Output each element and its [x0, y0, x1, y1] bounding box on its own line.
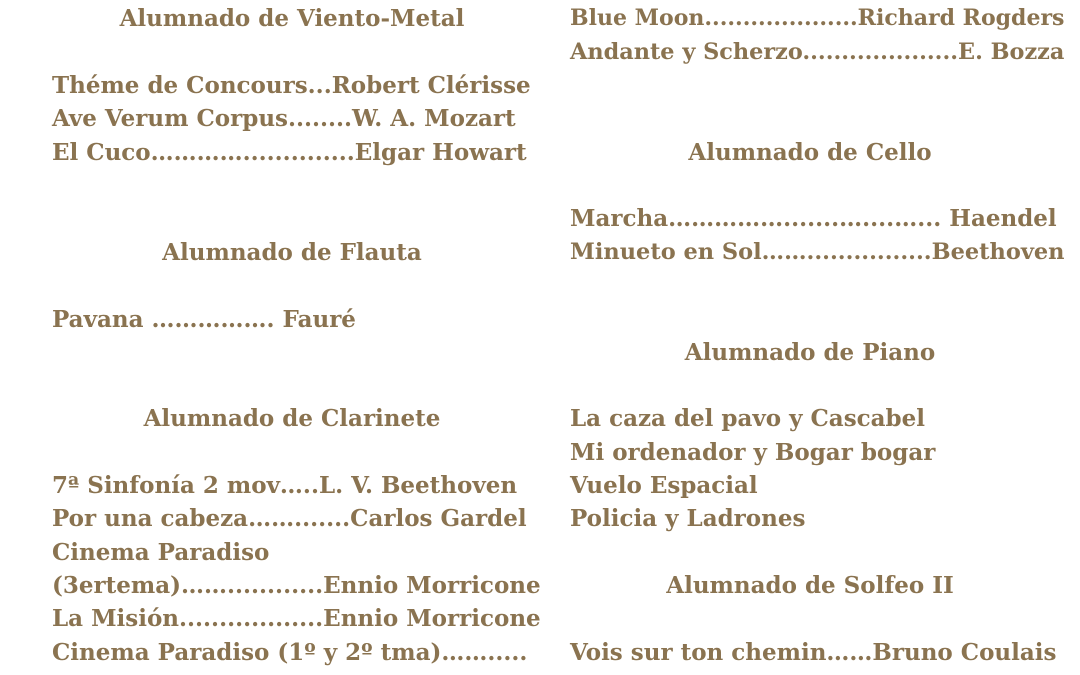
program-item: Vois sur ton chemin……Bruno Coulais: [570, 639, 1057, 666]
program-item: 7ª Sinfonía 2 mov…..L. V. Beethoven: [52, 472, 518, 499]
section-heading-viento-metal: Alumnado de Viento-Metal: [119, 5, 465, 32]
program-item: Mi ordenador y Bogar bogar: [570, 439, 936, 466]
program-item: Andante y Scherzo....................E. Bozza: [570, 39, 1065, 65]
program-item: El Cuco…………..............Elgar Howart: [52, 139, 527, 166]
program-item: La Misión..................Ennio Morricone: [52, 605, 541, 632]
program-item: Pavana ……………. Fauré: [52, 306, 356, 333]
program-item: Théme de Concours...Robert Clérisse: [52, 72, 531, 99]
section-heading-cello: Alumnado de Cello: [688, 139, 932, 166]
program-item: Policia y Ladrones: [570, 505, 806, 532]
section-heading-solfeo: Alumnado de Solfeo II: [666, 572, 954, 599]
program-item: La caza del pavo y Cascabel: [570, 405, 926, 432]
program-item: Marcha…………….......…....…... Haendel: [570, 205, 1057, 232]
program-item: Blue Moon....................Richard Rogders: [570, 5, 1065, 31]
section-heading-piano: Alumnado de Piano: [684, 339, 936, 366]
section-heading-clarinete: Alumnado de Clarinete: [143, 405, 441, 432]
program-item: Cinema Paradiso: [52, 539, 270, 566]
program-item: (3ertema)……............Ennio Morricone: [52, 572, 541, 599]
program-item: Por una cabeza…….......Carlos Gardel: [52, 505, 527, 532]
program-item: Vuelo Espacial: [570, 472, 758, 499]
program-item: Minueto en Sol……................Beethoven: [570, 239, 1065, 265]
section-heading-flauta: Alumnado de Flauta: [162, 239, 422, 266]
program-item: Ave Verum Corpus........W. A. Mozart: [52, 105, 516, 132]
program-item: Cinema Paradiso (1º y 2º tma)…….....: [52, 639, 528, 666]
